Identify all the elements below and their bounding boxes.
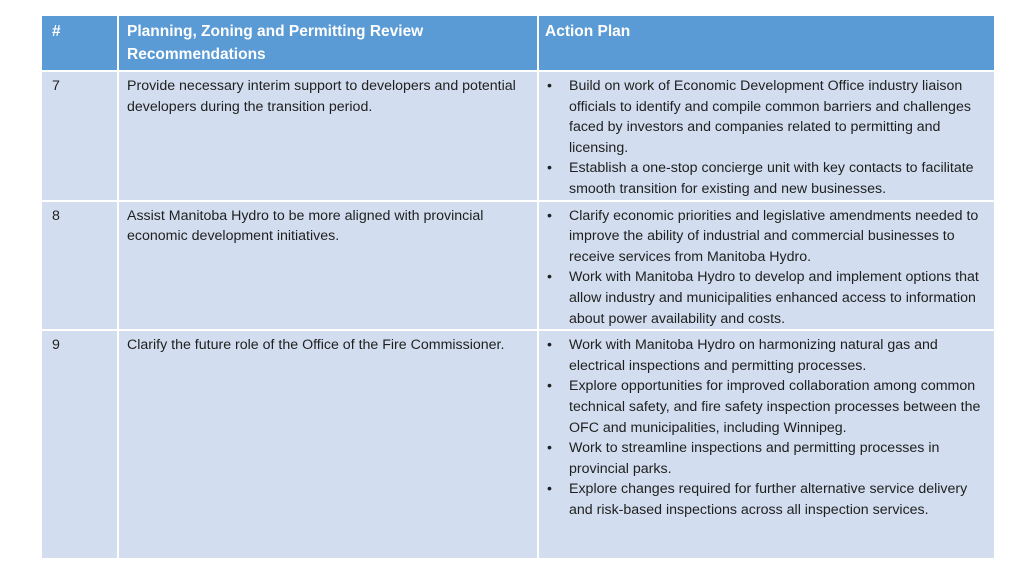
action-list	[545, 335, 986, 520]
action-list	[545, 76, 986, 200]
bullet-icon: •	[547, 78, 552, 94]
row-recommendation: Clarify the future role of the Office of the Fire Commissioner.	[118, 330, 538, 559]
bullet-icon: •	[547, 440, 552, 457]
action-text: Establish a one-stop concierge unit with key contacts to facilitate smooth transition for existing and new businesses.	[569, 160, 974, 197]
action-text: Clarify economic priorities and legislative amendments needed to improve the ability of industrial and commercial businesses to receive services from Manitoba Hydro.	[569, 207, 979, 265]
bullet-icon: •	[547, 481, 552, 498]
bullet-icon: •	[547, 378, 552, 395]
row-number: 9	[41, 330, 118, 559]
action-item	[545, 479, 986, 520]
action-text: Work to streamline inspections and permitting processes in provincial parks.	[569, 440, 940, 477]
row-recommendation: Provide necessary interim support to developers and potential developers during the transition period.	[118, 71, 538, 201]
action-text: Work with Manitoba Hydro on harmonizing natural gas and electrical inspections and permitting processes.	[569, 337, 938, 374]
row-number: 7	[41, 71, 118, 201]
row-recommendation: Assist Manitoba Hydro to be more aligned with provincial economic development initiatives.	[118, 201, 538, 331]
action-text: Build on work of Economic Development Office industry liaison officials to identify and compile common barriers and challenges faced by investors and companies related to permitting and licensing.	[569, 78, 971, 156]
action-list	[545, 206, 986, 330]
row-action-plan	[538, 201, 995, 331]
action-item	[545, 267, 986, 329]
action-text: Explore opportunities for improved collaboration among common technical safety, and fire safety inspection processes between the OFC and municipalities, including Winnipeg.	[569, 378, 981, 436]
row-number: 8	[41, 201, 118, 331]
bullet-icon: •	[547, 160, 552, 177]
bullet-icon: •	[547, 269, 552, 286]
recommendations-table	[40, 14, 996, 560]
table-row	[41, 71, 995, 201]
action-item	[545, 335, 986, 376]
row-action-plan	[538, 330, 995, 559]
action-item	[545, 158, 986, 199]
action-item	[545, 438, 986, 479]
header-recommendation: Planning, Zoning and Permitting Review Recommendations	[118, 15, 538, 71]
header-action-plan: Action Plan	[538, 15, 995, 71]
action-item	[545, 76, 986, 158]
action-item	[545, 376, 986, 438]
bullet-icon: •	[547, 337, 552, 354]
table-header-row	[41, 15, 995, 71]
action-text: Work with Manitoba Hydro to develop and implement options that allow industry and municipalities enhanced access to information about power availability and costs.	[569, 269, 979, 327]
table-row	[41, 201, 995, 331]
table-row	[41, 330, 995, 559]
bullet-icon: •	[547, 207, 552, 224]
row-action-plan	[538, 71, 995, 201]
header-number: #	[41, 15, 118, 71]
action-item	[545, 206, 986, 268]
action-text: Explore changes required for further alternative service delivery and risk-based inspections across all inspection services.	[569, 481, 968, 518]
